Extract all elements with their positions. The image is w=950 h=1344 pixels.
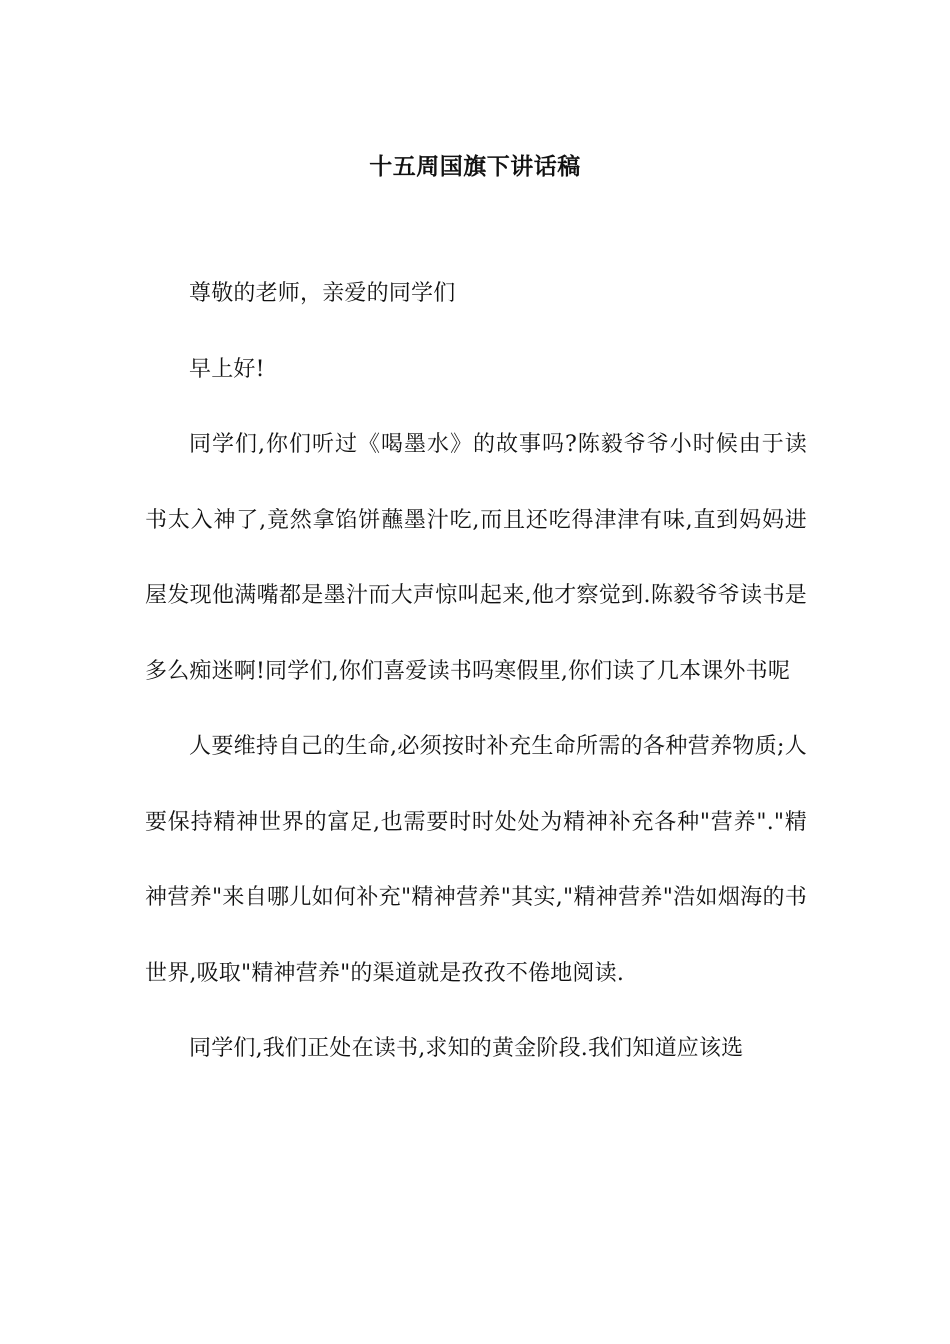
document-title: 十五周国旗下讲话稿 <box>369 154 581 181</box>
paragraph-golden-stage: 同学们,我们正处在读书,求知的黄金阶段.我们知道应该选 <box>189 1036 744 1061</box>
document-body <box>145 256 807 1087</box>
paragraph-spiritual-nutrition: 人要维持自己的生命,必须按时补充生命所需的各种营养物质;人要保持精神世界的富足,也需要时时处处为精神补充各种"营养"."精神营养"来自哪儿如何补充"精神营养"其实,"精神营养"浩如烟海的书世界,吸取"精神营养"的渠道就是孜孜不倦地阅读. <box>145 734 807 986</box>
paragraph-greeting: 尊敬的老师，亲爱的同学们 <box>189 281 456 306</box>
paragraph-good-morning: 早上好! <box>189 356 265 382</box>
paragraph-story: 同学们,你们听过《喝墨水》的故事吗?陈毅爷爷小时候由于读书太入神了,竟然拿馅饼蘸墨汁吃,而且还吃得津津有味,直到妈妈进屋发现他满嘴都是墨汁而大声惊叫起来,他才察觉到.陈毅爷爷读书是多么痴迷啊!同学们,你们喜爱读书吗寒假里,你们读了几本课外书呢 <box>145 432 807 684</box>
